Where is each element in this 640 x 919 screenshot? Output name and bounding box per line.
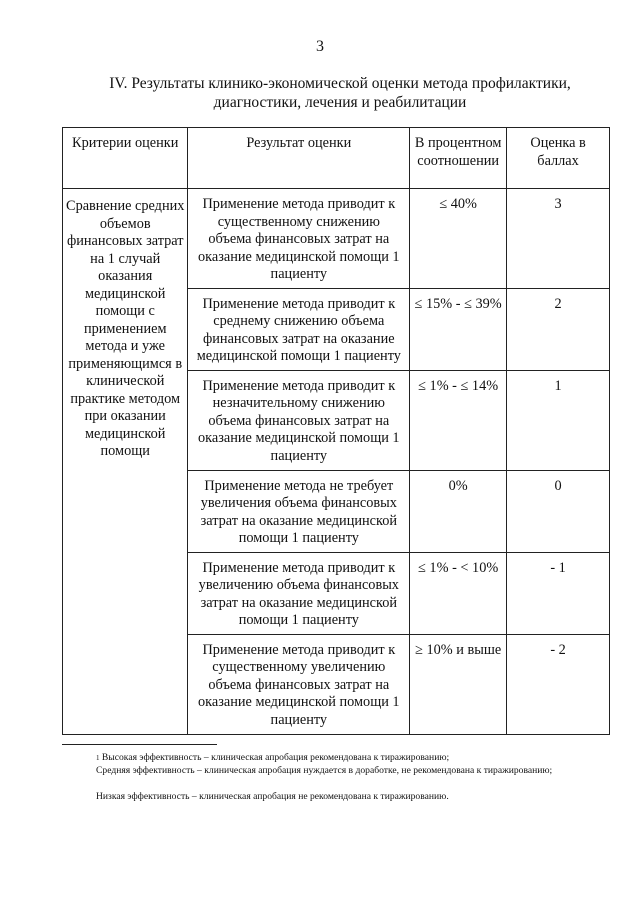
score-cell: 3 <box>507 189 610 289</box>
footnote-high-text: Высокая эффективность – клиническая апробация рекомендована к тиражированию; <box>101 752 450 763</box>
percent-cell: ≤ 1% - < 10% <box>410 552 507 634</box>
header-result: Результат оценки <box>188 128 410 189</box>
footnote-medium: Средняя эффективность – клиническая апробация нуждается в доработке, не рекомендована к тиражированию; <box>96 765 553 776</box>
score-cell: 1 <box>507 370 610 470</box>
score-cell: - 2 <box>507 634 610 734</box>
table-row <box>63 189 610 289</box>
page-number: 3 <box>316 38 324 55</box>
percent-cell: ≤ 1% - ≤ 14% <box>410 370 507 470</box>
header-percent: В процентном соотношении <box>410 128 507 189</box>
percent-cell: ≤ 40% <box>410 189 507 289</box>
section-title: IV. Результаты клинико-экономической оценки метода профилактики, диагностики, лечения и реабилитации <box>109 75 571 111</box>
result-cell: Применение метода не требует увеличения объема финансовых затрат на оказание медицинской помощи 1 пациенту <box>188 470 410 552</box>
percent-cell: ≤ 15% - ≤ 39% <box>410 288 507 370</box>
result-cell: Применение метода приводит к увеличению объема финансовых затрат на оказание медицинской помощи 1 пациенту <box>188 552 410 634</box>
header-score: Оценка в баллах <box>507 128 610 189</box>
header-criteria: Критерии оценки <box>63 128 188 189</box>
footnote-low: Низкая эффективность – клиническая апробация не рекомендована к тиражированию. <box>96 791 449 802</box>
score-cell: 0 <box>507 470 610 552</box>
result-cell: Применение метода приводит к среднему снижению объема финансовых затрат на оказание медицинской помощи 1 пациенту <box>188 288 410 370</box>
result-cell: Применение метода приводит к существенному снижению объема финансовых затрат на оказание медицинской помощи 1 пациенту <box>188 189 410 289</box>
evaluation-table <box>62 127 610 735</box>
table-header-row <box>63 128 610 189</box>
footnote-divider <box>62 744 217 745</box>
footnote-marker: 1 <box>96 754 100 762</box>
result-cell: Применение метода приводит к существенному увеличению объема финансовых затрат на оказание медицинской помощи 1 пациенту <box>188 634 410 734</box>
result-cell: Применение метода приводит к незначительному снижению объема финансовых затрат на оказание медицинской помощи 1 пациенту <box>188 370 410 470</box>
score-cell: - 1 <box>507 552 610 634</box>
criterion-cell: Сравнение средних объемов финансовых затрат на 1 случай оказания медицинской помощи с применением метода и уже применяющимся в клинической практике методом при оказании медицинской помощи <box>63 189 188 735</box>
score-cell: 2 <box>507 288 610 370</box>
percent-cell: 0% <box>410 470 507 552</box>
footnote-high <box>62 752 610 764</box>
percent-cell: ≥ 10% и выше <box>410 634 507 734</box>
